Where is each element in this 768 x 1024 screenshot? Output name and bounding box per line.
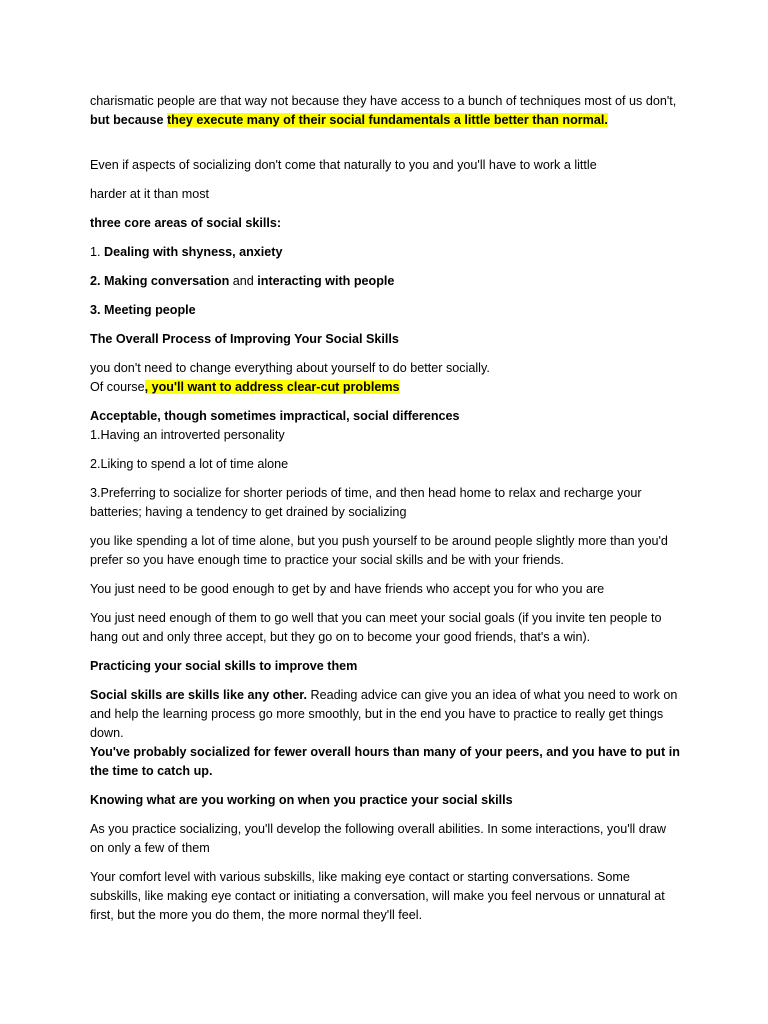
bold-run: You've probably socialized for fewer overall hours than many of your peers, and you have to put in the time to catch up. bbox=[90, 745, 680, 778]
document-page bbox=[90, 92, 680, 935]
paragraph-skills-like-other bbox=[90, 686, 680, 743]
list-item-alone bbox=[90, 455, 680, 474]
paragraph-spending-time bbox=[90, 532, 680, 570]
text-run: and bbox=[229, 274, 258, 288]
bold-run: Dealing with shyness, anxiety bbox=[104, 245, 283, 259]
heading-core-areas bbox=[90, 214, 680, 233]
list-item-introverted bbox=[90, 426, 680, 445]
list-item-3 bbox=[90, 301, 680, 320]
bold-run: interacting with people bbox=[257, 274, 395, 288]
bold-run: but because bbox=[90, 113, 167, 127]
text-run: You just need enough of them to go well that you can meet your social goals (if you invite ten people to hang out and only three accept, but they go on to become your good friends, that's a win). bbox=[90, 611, 662, 644]
paragraph-fewer-hours bbox=[90, 743, 680, 781]
text-run: Of course bbox=[90, 380, 145, 394]
list-item-1 bbox=[90, 243, 680, 262]
paragraph-harder bbox=[90, 185, 680, 204]
paragraph-comfort-level bbox=[90, 868, 680, 925]
bold-run: The Overall Process of Improving Your Social Skills bbox=[90, 332, 399, 346]
heading-acceptable bbox=[90, 407, 680, 426]
paragraph-as-you-practice bbox=[90, 820, 680, 858]
highlighted-run: , you'll want to address clear-cut problems bbox=[144, 380, 400, 394]
list-item-2 bbox=[90, 272, 680, 291]
bold-run: Social skills are skills like any other. bbox=[90, 688, 308, 702]
text-run: Your comfort level with various subskills, like making eye contact or starting conversations. Some subskills, like making eye contact or initiating a conversation, will make you feel nervous or unnatural at first, but the more you do them, the more normal they'll feel. bbox=[90, 870, 665, 922]
text-run: 3.Preferring to socialize for shorter periods of time, and then head home to relax and recharge your batteries; having a tendency to get drained by socializing bbox=[90, 486, 642, 519]
bold-run: Practicing your social skills to improve them bbox=[90, 659, 358, 673]
text-run: harder at it than most bbox=[90, 187, 210, 201]
paragraph-even-if bbox=[90, 156, 680, 175]
list-item-shorter-periods bbox=[90, 484, 680, 522]
highlighted-run: they execute many of their social fundamentals a little better than normal. bbox=[166, 113, 608, 127]
text-run: 1.Having an introverted personality bbox=[90, 428, 285, 442]
text-run: charismatic people are that way not because they have access to a bunch of techniques most of us don't, bbox=[90, 94, 677, 108]
text-run: You just need to be good enough to get by and have friends who accept you for who you are bbox=[90, 582, 605, 596]
list-number: 1. bbox=[90, 245, 105, 259]
paragraph-good-enough bbox=[90, 580, 680, 599]
text-run: As you practice socializing, you'll develop the following overall abilities. In some interactions, you'll draw on only a few of them bbox=[90, 822, 667, 855]
text-run: Even if aspects of socializing don't come that naturally to you and you'll have to work a little bbox=[90, 158, 597, 172]
bold-run: Acceptable, though sometimes impractical, social differences bbox=[90, 409, 460, 423]
text-run: you don't need to change everything about yourself to do better socially. bbox=[90, 361, 490, 375]
paragraph-dont-need bbox=[90, 359, 680, 378]
heading-practicing bbox=[90, 657, 680, 676]
text-run: Reading advice can give you an idea of what you need to work on and help the learning process go more smoothly, but in the end you have to practice to really get things down. bbox=[90, 688, 678, 740]
heading-overall-process bbox=[90, 330, 680, 349]
text-run: you like spending a lot of time alone, but you push yourself to be around people slightly more than you'd prefer so you have enough time to practice your social skills and be with your friends. bbox=[90, 534, 668, 567]
bold-run: Knowing what are you working on when you practice your social skills bbox=[90, 793, 513, 807]
paragraph-charismatic bbox=[90, 92, 680, 130]
text-run: 2.Liking to spend a lot of time alone bbox=[90, 457, 289, 471]
paragraph-enough-of-them bbox=[90, 609, 680, 647]
bold-run: 2. Making conversation bbox=[90, 274, 230, 288]
paragraph-of-course bbox=[90, 378, 680, 397]
bold-run: three core areas of social skills: bbox=[90, 216, 282, 230]
bold-run: 3. Meeting people bbox=[90, 303, 196, 317]
heading-knowing bbox=[90, 791, 680, 810]
